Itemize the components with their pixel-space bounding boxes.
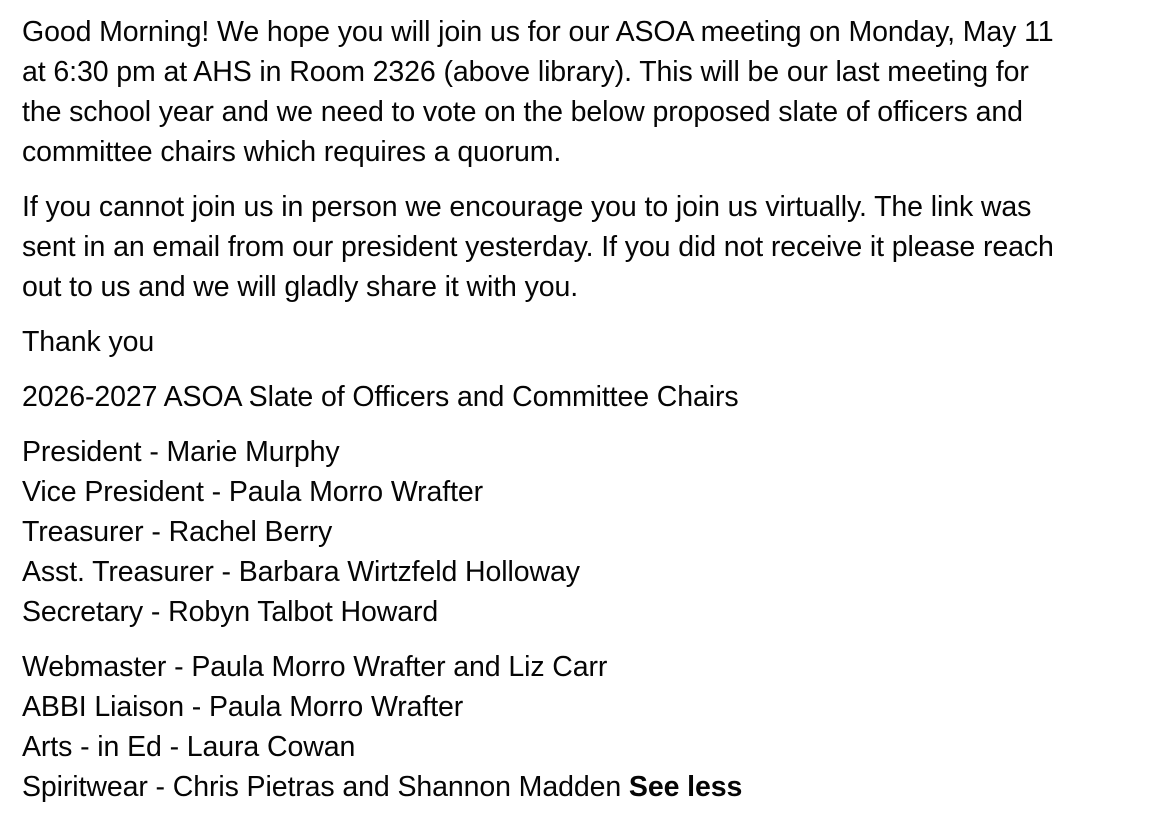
virtual-line: out to us and we will gladly share it with you. bbox=[22, 271, 579, 303]
officer-item: Vice President - Paula Morro Wrafter bbox=[22, 476, 484, 508]
thanks-text: Thank you bbox=[22, 326, 155, 358]
intro-line: committee chairs which requires a quorum. bbox=[22, 136, 562, 168]
slate-title: 2026-2027 ASOA Slate of Officers and Committee Chairs bbox=[22, 381, 739, 413]
chair-item: Webmaster - Paula Morro Wrafter and Liz Carr bbox=[22, 651, 608, 683]
intro-line: at 6:30 pm at AHS in Room 2326 (above library). This will be our last meeting for bbox=[22, 56, 1029, 88]
chair-item-text: Spiritwear - Chris Pietras and Shannon Madden bbox=[22, 771, 622, 803]
virtual-line: If you cannot join us in person we encourage you to join us virtually. The link was bbox=[22, 191, 1032, 223]
virtual-line: sent in an email from our president yesterday. If you did not receive it please reach bbox=[22, 231, 1054, 263]
officer-item: Asst. Treasurer - Barbara Wirtzfeld Holloway bbox=[22, 556, 580, 588]
slate-title-paragraph bbox=[22, 377, 1158, 417]
chair-item: Arts - in Ed - Laura Cowan bbox=[22, 731, 356, 763]
thanks-paragraph bbox=[22, 322, 1158, 362]
officer-item: Secretary - Robyn Talbot Howard bbox=[22, 596, 439, 628]
intro-line: the school year and we need to vote on the below proposed slate of officers and bbox=[22, 96, 1023, 128]
chair-item: ABBI Liaison - Paula Morro Wrafter bbox=[22, 691, 464, 723]
see-less-link[interactable]: See less bbox=[628, 771, 743, 803]
officers-list bbox=[22, 432, 1158, 632]
intro-line: Good Morning! We hope you will join us for our ASOA meeting on Monday, May 11 bbox=[22, 16, 1054, 48]
chairs-list bbox=[22, 647, 1158, 807]
officer-item: President - Marie Murphy bbox=[22, 436, 340, 468]
officer-item: Treasurer - Rachel Berry bbox=[22, 516, 333, 548]
chair-item-last bbox=[22, 767, 1158, 807]
virtual-paragraph bbox=[22, 187, 1158, 307]
intro-paragraph bbox=[22, 12, 1158, 172]
